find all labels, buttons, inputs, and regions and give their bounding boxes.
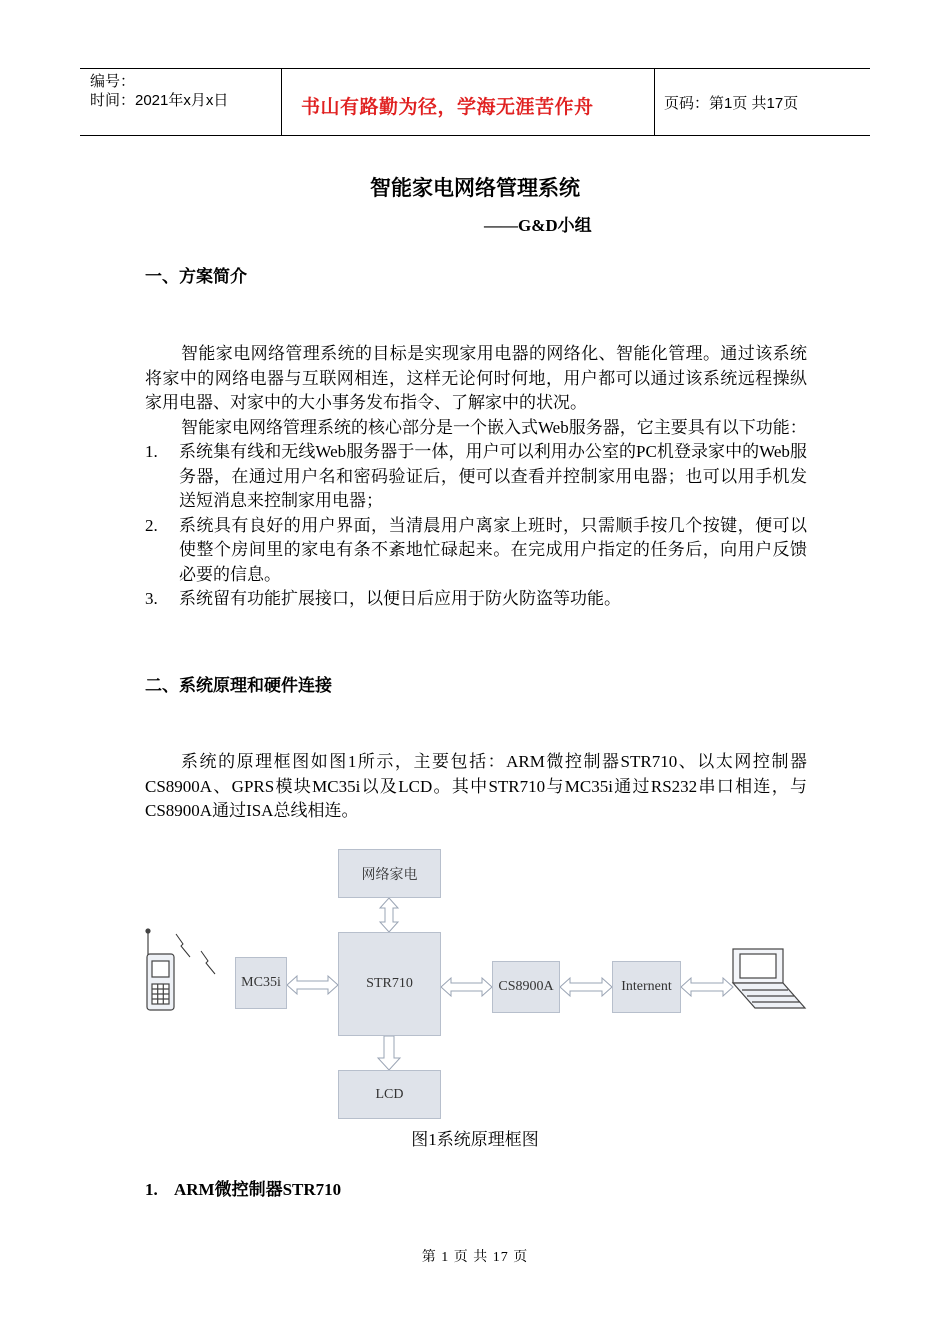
- arrow-mc35i-str710: [287, 976, 338, 994]
- subsection-number: 1.: [145, 1180, 158, 1199]
- arrow-str710-lcd: [378, 1036, 400, 1070]
- arrow-str710-cs8900a: [441, 978, 492, 996]
- box-str710: STR710: [338, 932, 441, 1036]
- box-lcd: LCD: [338, 1070, 441, 1119]
- list-item-number: 3.: [145, 589, 158, 608]
- arrow-internet-laptop: [681, 978, 733, 996]
- subsection-title: ARM微控制器STR710: [174, 1180, 342, 1199]
- laptop-icon: [733, 949, 805, 1008]
- box-mc35i: MC35i: [235, 957, 287, 1009]
- figure-caption: 图1系统原理框图: [411, 1130, 539, 1149]
- section-heading-2: 二、系统原理和硬件连接: [145, 676, 332, 696]
- list-item-number: 2.: [145, 515, 158, 535]
- arrow-cs8900a-internet: [560, 978, 612, 996]
- page-subtitle: ——G&D小组: [484, 216, 592, 235]
- header-motto: 书山有路勤为径，学海无涯苦作舟: [301, 96, 594, 118]
- wireless-signal-icon: [176, 934, 215, 974]
- list-item-text: 系统集有线和无线Web服务器于一体，用户可以利用办公室的PC机登录家中的Web服务器，在通过用户名和密码验证后，便可以查看并控制家用电器；也可以用手机发送短消息来控制家用电器；: [179, 442, 807, 510]
- list-item-text: 系统具有良好的用户界面，当清晨用户离家上班时，只需顺手按几个按键，便可以使整个房间里的家电有条不紊地忙碌起来。在完成用户指定的任务后，向用户反馈必要的信息。: [179, 515, 807, 584]
- page-footer: 第 1 页 共 17 页: [421, 1250, 529, 1265]
- box-internet: Internent: [612, 961, 681, 1013]
- box-network-appliance: 网络家电: [338, 849, 441, 898]
- arrow-appliance-str710: [380, 898, 398, 932]
- list-item-text: 系统留有功能扩展接口，以便日后应用于防火防盗等功能。: [179, 589, 621, 608]
- subsection-heading: [145, 1175, 341, 1200]
- section-heading-1: 一、方案简介: [145, 267, 247, 287]
- mobile-phone-icon: [146, 929, 174, 1010]
- header-page-label: 页码：第1页 共17页: [664, 95, 799, 112]
- list-item-number: 1.: [145, 442, 158, 461]
- page-title: 智能家电网络管理系统: [370, 176, 580, 200]
- header-time-label: 时间：2021年x月x日: [90, 92, 229, 109]
- header-number-label: 编号：: [90, 73, 136, 90]
- section2-paragraph: 系统的原理框图如图1所示，主要包括：ARM微控制器STR710、以太网控制器CS8900A、GPRS模块MC35i以及LCD。其中STR710与MC35i通过RS232串口相连，与CS8900A通过ISA总线相连。: [145, 752, 807, 820]
- section1-paragraph-1: 智能家电网络管理系统的目标是实现家用电器的网络化、智能化管理。通过该系统将家中的网络电器与互联网相连，这样无论何时何地，用户都可以通过该系统远程操纵家用电器、对家中的大小事务发布指令、了解家中的状况。: [145, 344, 807, 412]
- box-cs8900a: CS8900A: [492, 961, 560, 1013]
- section1-paragraph-2: 智能家电网络管理系统的核心部分是一个嵌入式Web服务器，它主要具有以下功能：: [181, 417, 807, 437]
